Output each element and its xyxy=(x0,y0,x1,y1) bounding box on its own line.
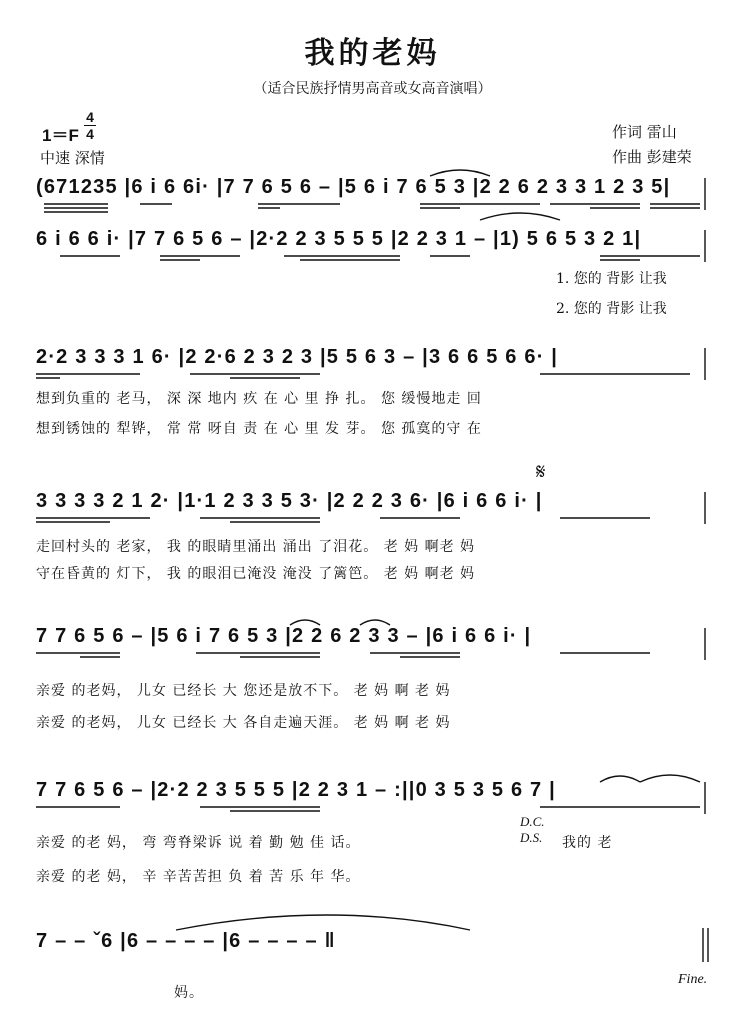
lyric-line-7: 妈。 xyxy=(174,985,204,1001)
time-signature-bottom: 4 xyxy=(86,126,94,142)
score-line-1: (671235 |6 i 6 6i· |7 7 6 5 6 – |5 6 i 7 6 5 3 |2 2 6 2 3 3 1 2 3 5| xyxy=(36,176,671,198)
lyric-line-3-verse-2: 想到锈蚀的 犁铧， 常 常 呀自 责 在 心 里 发 芽。 您 孤寞的守 在 xyxy=(36,421,482,437)
lyric-line-6-verse-1: 亲爱 的老 妈， 弯 弯脊梁诉 说 着 勤 勉 佳 话。 xyxy=(36,835,361,851)
verse-2-pickup-lyric: 2. 您的 背影 让我 xyxy=(556,301,667,317)
dal-segno-mark: D.S. xyxy=(520,830,543,845)
song-title: 我的老妈 xyxy=(304,36,441,71)
lyricist-credit: 作词 雷山 xyxy=(612,123,677,141)
score-line-2: 6 i 6 6 i· |7 7 6 5 6 – |2·2 2 3 5 5 5 |2 2 3 1 – |1) 5 6 5 3 2 1| xyxy=(36,228,642,250)
score-line-6: 7 7 6 5 6 – |2·2 2 3 5 5 5 |2 2 3 1 – :||0 3 5 3 5 6 7 | xyxy=(36,779,556,801)
song-subtitle: （适合民族抒情男高音或女高音演唱） xyxy=(253,81,492,97)
time-signature-top: 4 xyxy=(86,109,94,125)
tempo-marking: 中速 深情 xyxy=(40,149,105,167)
lyric-line-3-verse-1: 想到负重的 老马， 深 深 地内 疚 在 心 里 挣 扎。 您 缓慢地走 回 xyxy=(36,391,482,407)
lyric-line-5-verse-1: 亲爱 的老妈， 儿女 已经长 大 您还是放不下。 老 妈 啊 老 妈 xyxy=(36,683,451,699)
score-line-7: 7 – – ˇ6 |6 – – – – |6 – – – – ‖ xyxy=(36,930,336,952)
key-signature: 1＝F xyxy=(42,126,79,145)
score-line-5: 7 7 6 5 6 – |5 6 i 7 6 5 3 |2 2 6 2 3 3 – |6 i 6 6 i· | xyxy=(36,625,532,647)
segno-sign: 𝄋 xyxy=(536,460,546,485)
score-line-3: 2·2 3 3 3 1 6· |2 2·6 2 3 2 3 |5 5 6 3 – |3 6 6 5 6 6· | xyxy=(36,346,559,368)
lyric-line-4-verse-1: 走回村头的 老家， 我 的眼睛里涌出 涌出 了泪花。 老 妈 啊老 妈 xyxy=(36,539,476,555)
lyric-line-6-tail: 我的 老 xyxy=(562,835,613,851)
lyric-line-5-verse-2: 亲爱 的老妈， 儿女 已经长 大 各自走遍天涯。 老 妈 啊 老 妈 xyxy=(36,715,451,731)
verse-1-pickup-lyric: 1. 您的 背影 让我 xyxy=(556,271,667,287)
da-capo-mark: D.C. xyxy=(520,814,545,829)
composer-credit: 作曲 彭建荣 xyxy=(612,148,692,166)
fine-mark: Fine. xyxy=(678,972,708,987)
score-line-4: 3 3 3 3 2 1 2· |1·1 2 3 3 5 3· |2 2 2 3 6· |6 i 6 6 i· | xyxy=(36,490,543,512)
lyric-line-4-verse-2: 守在昏黄的 灯下， 我 的眼泪已淹没 淹没 了篱笆。 老 妈 啊老 妈 xyxy=(36,566,476,582)
lyric-line-6-verse-2: 亲爱 的老 妈， 辛 辛苦苦担 负 着 苦 乐 年 华。 xyxy=(36,869,361,885)
